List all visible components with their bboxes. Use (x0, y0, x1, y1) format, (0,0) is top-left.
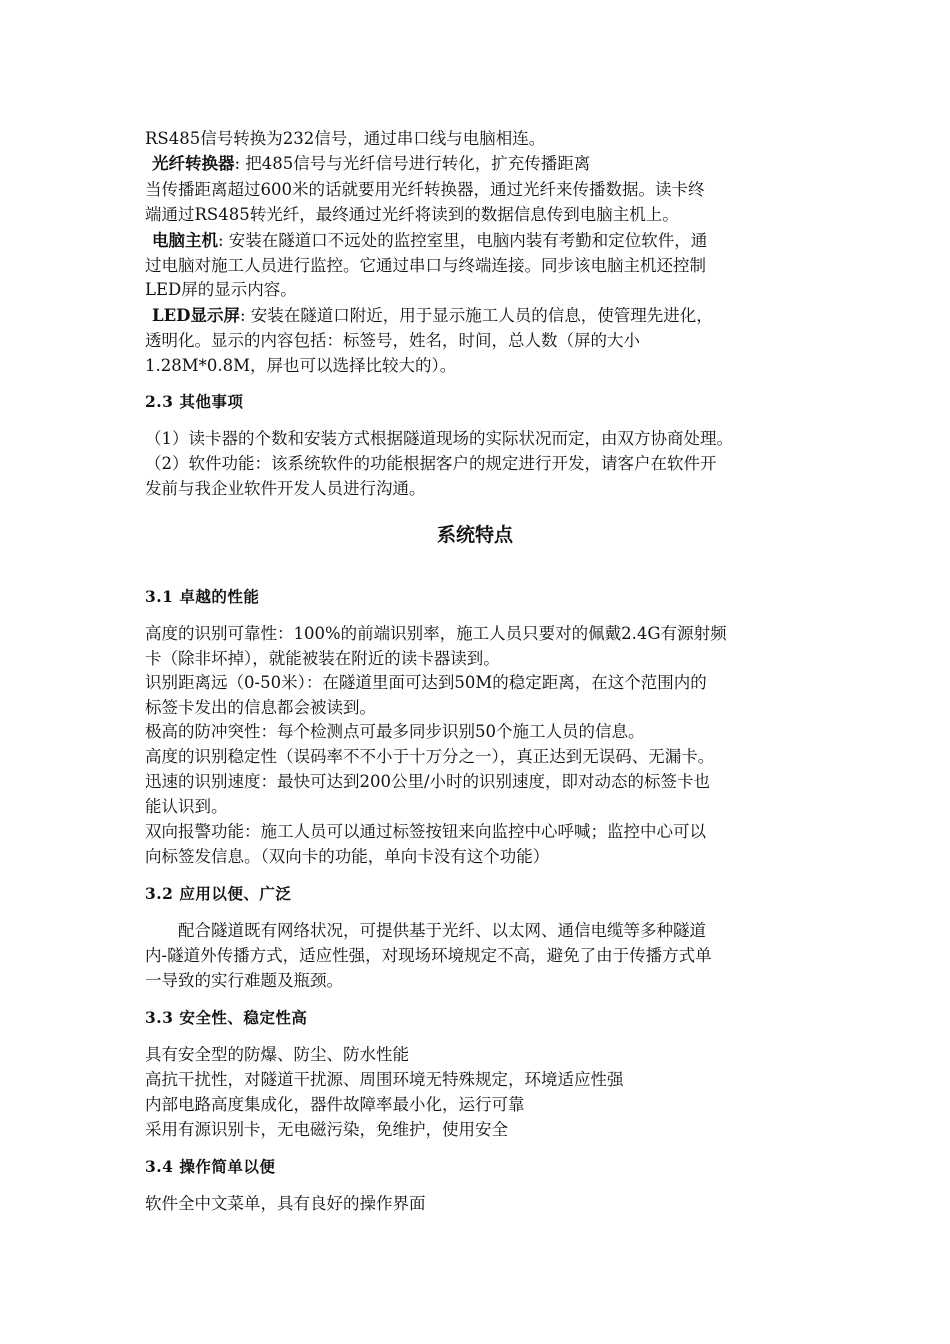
section-2-3-item-1: （1）读卡器的个数和安装方式根据隧道现场的实际状况而定，由双方协商处理。 (145, 429, 733, 448)
section-2-3-item-2: （2）软件功能：该系统软件的功能根据客户的规定进行开发，请客户在软件开 (145, 454, 717, 473)
pc-host-label: 电脑主机 (152, 231, 218, 250)
section-3-3-line: 内部电路高度集成化，器件故障率最小化，运行可靠 (145, 1095, 525, 1114)
section-3-3-line: 具有安全型的防爆、防尘、防水性能 (145, 1045, 409, 1064)
section-3-1-line: 迅速的识别速度：最快可达到200公里/小时的识别速度，即对动态的标签卡也 (145, 772, 711, 791)
pc-host-line2: 过电脑对施工人员进行监控。它通过串口与终端连接。同步该电脑主机还控制 (145, 256, 706, 275)
section-3-1-line: 识别距离远（0-50米）：在隧道里面可达到50M的稳定距离，在这个范围内的 (145, 673, 707, 692)
section-3-3-line: 采用有源识别卡，无电磁污染，免维护，使用安全 (145, 1120, 508, 1139)
chapter-title: 系统特点 (436, 524, 513, 546)
fiber-converter-line2: 当传播距离超过600米的话就要用光纤转换器，通过光纤来传播数据。读卡终 (145, 180, 705, 199)
led-screen-label: LED显示屏 (152, 306, 240, 325)
led-screen-line (152, 304, 832, 328)
pc-host-line3: LED屏的显示内容。 (145, 280, 297, 299)
pc-host-line (152, 229, 832, 253)
section-3-1-line: 卡（除非坏掉），就能被装在附近的读卡器读到。 (145, 649, 500, 668)
led-screen-text: : 安装在隧道口附近，用于显示施工人员的信息，使管理先进化， (240, 306, 713, 325)
section-3-1-line: 标签卡发出的信息都会被读到。 (145, 698, 376, 717)
section-3-1-line: 双向报警功能：施工人员可以通过标签按钮来向监控中心呼喊；监控中心可以 (145, 822, 706, 841)
section-3-3-heading: 3.3 安全性、稳定性高 (145, 1008, 308, 1027)
section-3-4-heading: 3.4 操作简单以便 (145, 1157, 276, 1176)
led-screen-line2: 透明化。显示的内容包括：标签号，姓名，时间，总人数（屏的大小 (145, 331, 640, 350)
paragraph-rs485: RS485信号转换为232信号，通过串口线与电脑相连。 (145, 129, 546, 148)
fiber-converter-line3: 端通过RS485转光纤，最终通过光纤将读到的数据信息传到电脑主机上。 (145, 205, 679, 224)
led-screen-line3: 1.28M*0.8M，屏也可以选择比较大的）。 (145, 356, 457, 375)
section-2-3-item-2-cont: 发前与我企业软件开发人员进行沟通。 (145, 479, 426, 498)
fiber-converter-line (152, 152, 832, 176)
section-3-1-line: 极高的防冲突性：每个检测点可最多同步识别50个施工人员的信息。 (145, 722, 645, 741)
section-3-1-line: 向标签发信息。（双向卡的功能，单向卡没有这个功能） (145, 847, 550, 866)
section-3-4-line: 软件全中文菜单，具有良好的操作界面 (145, 1194, 426, 1213)
section-3-3-line: 高抗干扰性，对隧道干扰源、周围环境无特殊规定，环境适应性强 (145, 1070, 624, 1089)
section-3-1-line: 能认识到。 (145, 797, 228, 816)
section-3-1-line: 高度的识别稳定性（误码率不不小于十万分之一），真正达到无误码、无漏卡。 (145, 747, 715, 766)
section-3-1-heading: 3.1 卓越的性能 (145, 587, 260, 606)
pc-host-text: : 安装在隧道口不远处的监控室里，电脑内装有考勤和定位软件，通 (218, 231, 708, 250)
section-3-2-line: 内-隧道外传播方式，适应性强，对现场环境规定不高，避免了由于传播方式单 (145, 946, 712, 965)
section-3-2-line: 一导致的实行难题及瓶颈。 (145, 971, 343, 990)
fiber-converter-text: : 把485信号与光纤信号进行转化，扩充传播距离 (234, 154, 591, 173)
section-2-3-heading: 2.3 其他事项 (145, 392, 244, 411)
section-3-2-heading: 3.2 应用以便、广泛 (145, 884, 292, 903)
section-3-2-line: 配合隧道既有网络状况，可提供基于光纤、以太网、通信电缆等多种隧道 (145, 921, 706, 940)
fiber-converter-label: 光纤转换器 (152, 154, 235, 173)
section-3-1-line: 高度的识别可靠性：100%的前端识别率，施工人员只要对的佩戴2.4G有源射频 (145, 624, 727, 643)
